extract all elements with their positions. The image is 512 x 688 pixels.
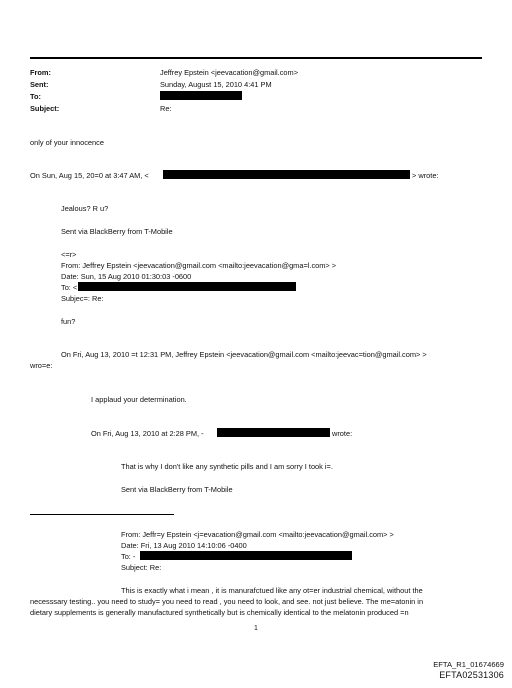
from-label: From:: [30, 68, 51, 77]
sent-label: Sent:: [30, 80, 49, 89]
redaction-to: [160, 91, 242, 100]
quote-header-1-suffix: > wrote:: [412, 171, 439, 180]
from-3: From: Jeffr=y Epstein <j=evacation@gmail.com <mailto:jeevacation@gmail.com> >: [121, 530, 394, 539]
fun-line: fun?: [61, 317, 76, 326]
quote-header-1-prefix: On Sun, Aug 15, 20=0 at 3:47 AM, <: [30, 171, 149, 180]
paragraph-line-3: dietary supplements is generally manufactured synthetically but is chemically identical to the melatonin produced =n: [30, 608, 409, 617]
reply-line: only of your innocence: [30, 138, 104, 147]
redaction-quote-1: [163, 170, 410, 179]
from-2: From: Jeffrey Epstein <jeevacation@gmail.com <mailto:jeevacation@gma=l.com> >: [61, 261, 337, 270]
footer-id-1: EFTA_R1_01674669: [433, 660, 504, 669]
footer-id-2: EFTA02531306: [439, 670, 504, 680]
subject-value: Re:: [160, 104, 172, 113]
jealous-line: Jealous? R u?: [61, 204, 109, 213]
subject-3: Subject: Re:: [121, 563, 162, 572]
quote-header-2-wrap: wro=e:: [30, 361, 53, 370]
quote-header-2: On Fri, Aug 13, 2010 =t 12:31 PM, Jeffrey Epstein <jeevacation@gmail.com <mailto:jeevac=tion@gmail.com> >: [61, 350, 427, 359]
date-3: Date: Fri, 13 Aug 2010 14:10:06 -0400: [121, 541, 247, 550]
page-number: 1: [254, 625, 258, 632]
sent-value: Sunday, August 15, 2010 4:41 PM: [160, 80, 272, 89]
applaud-line: I applaud your determination.: [91, 395, 187, 404]
paragraph-line-1: This is exactly what i mean , it is manurafctued like any ot=er industrial chemical, without the: [121, 586, 423, 595]
quote-header-3-prefix: On Fri, Aug 13, 2010 at 2:28 PM, -: [91, 429, 204, 438]
pills-line: That is why I don't like any synthetic pills and I am sorry I took i=.: [121, 462, 333, 471]
redaction-quote-3: [217, 428, 330, 437]
subject-label: Subject:: [30, 104, 60, 113]
quote-header-3-suffix: wrote:: [332, 429, 353, 438]
top-rule: [30, 57, 482, 59]
r-tag: <=r>: [61, 250, 77, 259]
sent-via-1: Sent via BlackBerry from T-Mobile: [61, 227, 173, 236]
from-value: Jeffrey Epstein <jeevacation@gmail.com>: [160, 68, 299, 77]
redaction-to-2: [78, 282, 296, 291]
to-label: To:: [30, 92, 41, 101]
redaction-to-3: [140, 551, 352, 560]
separator-rule: [30, 514, 174, 515]
subject-2: Subjec=: Re:: [61, 294, 104, 303]
paragraph-line-2: necesssary testing.. you need to study= you need to read , you need to look, and see. not just believe. The me=atonin in: [30, 597, 424, 606]
date-2: Date: Sun, 15 Aug 2010 01:30:03 -0600: [61, 272, 192, 281]
sent-via-2: Sent via BlackBerry from T-Mobile: [121, 485, 233, 494]
to-2: To: <: [61, 283, 78, 292]
to-3: To: -: [121, 552, 136, 561]
